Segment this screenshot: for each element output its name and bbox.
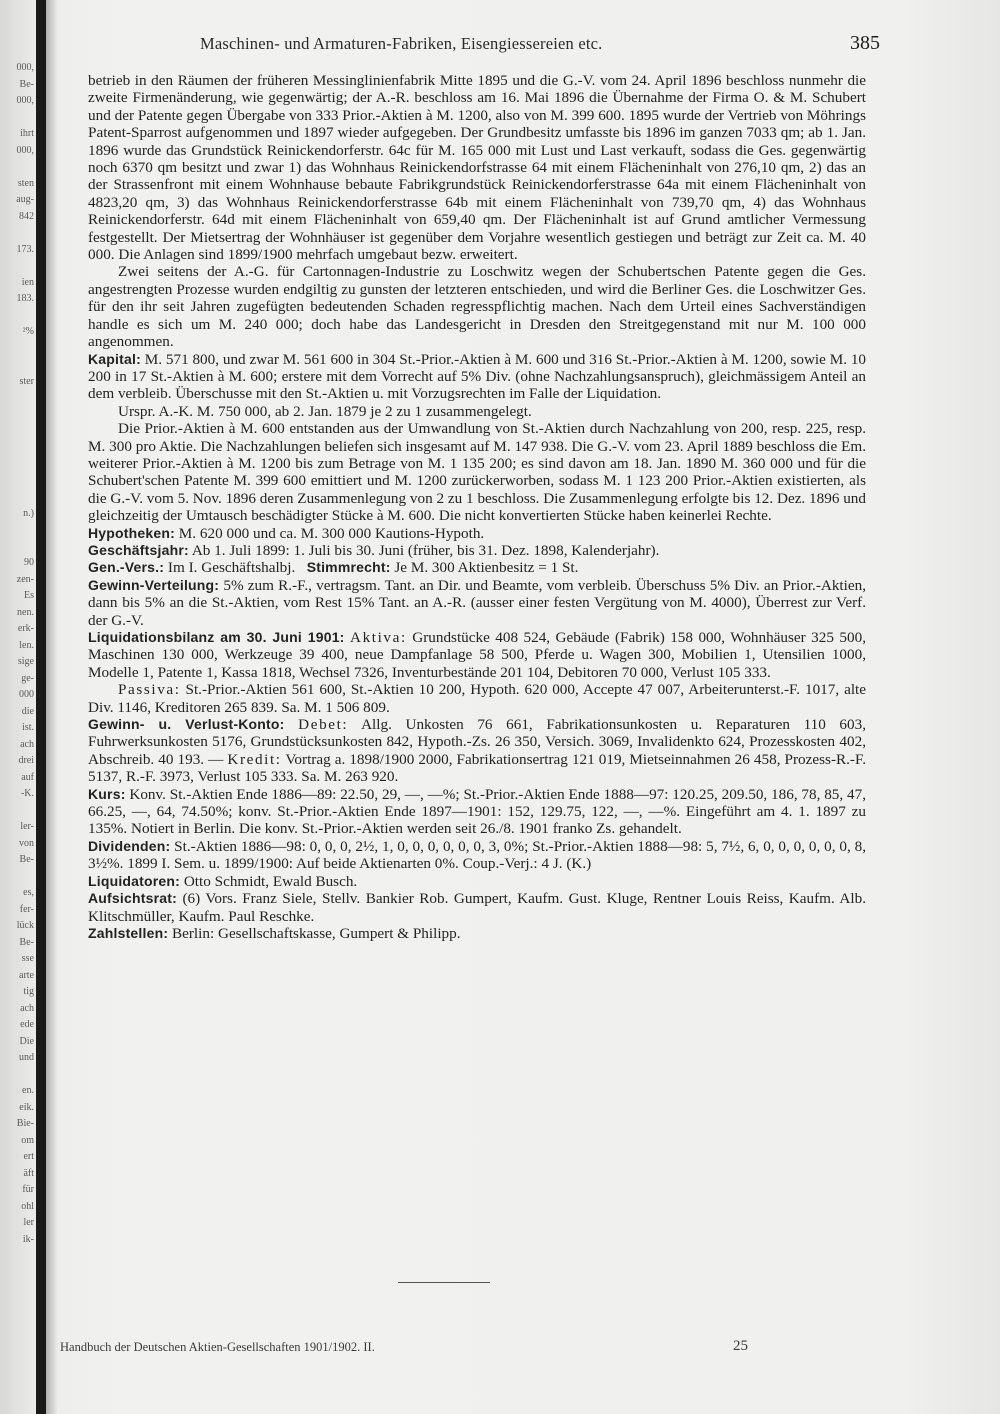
margin-fragment: 842	[19, 210, 34, 222]
label-zahlstellen: Zahlstellen:	[88, 924, 169, 941]
label-aufsichtsrat: Aufsichtsrat:	[88, 890, 177, 907]
margin-fragment: aug-	[16, 194, 34, 205]
margin-fragment	[0, 390, 36, 407]
section-gewinn-verteilung	[88, 577, 866, 629]
text-passiva: St.-Prior.-Aktien 561 600, St.-Aktien 10 200, Hypoth. 620 000, Accepte 47 007, Arbeiterunterst.-F. 1017, alte Div. 1146, Kreditoren 265 839. Sa. M. 1 506 809.	[88, 681, 867, 716]
margin-fragment: 173.	[16, 243, 34, 255]
margin-fragment: ²%	[22, 326, 34, 337]
margin-fragment: ler-	[20, 821, 34, 832]
margin-fragment: für	[22, 1184, 34, 1195]
text-kapital: M. 571 800, und zwar M. 561 600 in 304 St.-Prior.-Aktien à M. 600 und 316 St.-Prior.-Aktien à M. 1200, sowie M. 10 200 in 17 St.-Aktien à M. 600; erstere mit dem Vorrecht auf 5% Div. (ohne Nachzahlungsanspruch), gleichmässigem Anteil an dem verbleib. Überschusse mit den St.-Aktien u. mit Vorzugsrechten im Falle der Liquidation.	[88, 350, 867, 403]
label-liquidatoren: Liquidatoren:	[88, 872, 181, 889]
text-debet: Allg. Unkosten 76 661, Fabrikationsunkosten u. Reparaturen 110 603, Fuhrwerksunkosten 5176, Grundstücksunkosten 842, Hypoth.-Zs. 26 350, Versich. 3069, Invalidenkto 624, Prozesskosten 402, Abschreib. 40 193. —	[88, 716, 866, 768]
margin-fragment	[0, 869, 36, 886]
label-kapital: Kapital:	[88, 350, 141, 367]
margin-fragment: Bie-	[16, 1118, 34, 1129]
text-hypotheken: M. 620 000 und ca. M. 300 000 Kautions-Hypoth.	[178, 524, 485, 542]
margin-fragment: ach	[20, 738, 34, 750]
section-dividenden	[88, 838, 866, 873]
margin-fragment	[0, 225, 36, 242]
margin-fragment: len.	[19, 639, 34, 651]
margin-fragment: drei	[18, 755, 34, 766]
section-gewinn-verlust	[88, 716, 866, 786]
margin-fragment: ien	[21, 276, 34, 288]
article-body	[88, 72, 866, 942]
margin-fragment: und	[19, 1052, 34, 1063]
margin-fragment	[0, 440, 36, 457]
margin-fragment: tig	[23, 986, 34, 997]
paragraph-lawsuit: Zwei seitens der A.-G. für Cartonnagen-Industrie zu Loschwitz wegen der Schubertschen Patente gegen die Ges. angestrengten Prozesse wurden endgiltig zu gunsten der letzteren entschieden, und wird die Berliner Ges. die Loschwitzer Ges. für den ihr seit Jahren zugefügten bedeutenden Schaden regresspflichtig machen. Nach dem Urteil eines Sachverständigen handle es sich um M. 240 000; doch habe das Landesgericht in Dresden den Streitgegenstand mit nur M. 100 000 angenommen.	[88, 263, 866, 351]
section-gen-vers	[88, 559, 866, 576]
section-aufsichtsrat	[88, 890, 866, 925]
margin-fragment: ist.	[22, 722, 34, 733]
footer-title: Handbuch der Deutschen Aktien-Gesellschaften 1901/1902. II.	[60, 1340, 375, 1354]
margin-fragment: ster	[19, 375, 34, 387]
margin-fragment: -K.	[20, 788, 34, 799]
binding-edge	[36, 0, 46, 1414]
label-kredit: Kredit:	[227, 750, 282, 768]
margin-fragment: ohl	[21, 1200, 34, 1212]
text-aufsichtsrat: (6) Vors. Franz Siele, Stellv. Bankier Rob. Gumpert, Kaufm. Gust. Kluge, Rentner Louis Reiss, Kaufm. Alb. Klitschmüller, Kaufm. Paul Reschke.	[88, 890, 867, 925]
text-gen-vers: Im I. Geschäftshalbj.	[167, 559, 296, 577]
label-dividenden: Dividenden:	[88, 837, 171, 854]
margin-fragment: nen.	[17, 606, 34, 618]
label-liquidationsbilanz: Liquidationsbilanz am 30. Juni 1901:	[88, 629, 345, 645]
margin-fragment: sige	[17, 656, 34, 667]
margin-fragment: sse	[21, 953, 34, 964]
label-gewinn-verlust: Gewinn- u. Verlust-Konto:	[88, 716, 285, 733]
margin-fragment	[0, 341, 36, 358]
label-gewinn-verteilung: Gewinn-Verteilung:	[88, 576, 220, 593]
section-liquidatoren	[88, 873, 866, 890]
page-number: 385	[850, 32, 880, 54]
margin-fragment: auf	[21, 771, 34, 783]
label-aktiva: Aktiva:	[350, 629, 407, 646]
margin-fragment	[0, 539, 36, 556]
margin-fragment: om	[21, 1134, 34, 1146]
margin-fragment: n.)	[23, 507, 34, 519]
margin-fragment	[0, 522, 36, 539]
margin-fragment: fer-	[19, 903, 34, 915]
margin-fragment: ert	[23, 1151, 34, 1162]
margin-fragment: ler	[23, 1217, 34, 1228]
section-zahlstellen	[88, 925, 866, 942]
margin-fragment	[0, 159, 36, 176]
margin-fragment: 90	[24, 557, 34, 568]
footer-signature: 25	[733, 1338, 748, 1354]
section-kapital	[88, 351, 866, 403]
margin-fragment: ede	[20, 1019, 34, 1030]
label-stimmrecht: Stimmrecht:	[306, 559, 391, 576]
margin-fragment: 000,	[16, 62, 34, 73]
margin-fragment: ge-	[21, 672, 34, 684]
closing-rule	[398, 1282, 490, 1283]
margin-fragment	[0, 423, 36, 440]
section-kurs	[88, 786, 866, 838]
margin-fragment: ik-	[22, 1233, 34, 1245]
section-hypotheken	[88, 525, 866, 542]
margin-fragment	[0, 407, 36, 424]
text-aktiva: Grundstücke 408 524, Gebäude (Fabrik) 158 000, Wohnhäuser 325 500, Maschinen 130 000, Werkzeuge 39 400, neue Dampfanlage 58 500, Pferde u. Wagen 300, Mobilien 1, Utensilien 1000, Modelle 1, Patente 1, Kassa 1818, Wechsel 7326, Inventurbestände 201 104, Debitoren 70 000, Verlust 105 333.	[88, 629, 866, 681]
text-kurs: Konv. St.-Aktien Ende 1886—89: 22.50, 29, —, —%; St.-Prior.-Aktien Ende 1888—97: 120.25, 209.50, 186, 78, 85, 47, 66.25, —, 64, 74.50%; konv. St.-Prior.-Aktien Ende 1897—1901: 152, 129.75, 122, —, —%. Eingeführt am 4. 1. 1897 zu 135%. Notiert in Berlin. Die konv. St.-Prior.-Aktien werden seit 26./8. 1901 franko Zs. gehandelt.	[88, 785, 866, 838]
text-gewinn-verteilung: 5% zum R.-F., vertragsm. Tant. an Dir. und Beamte, vom verbleib. Überschuss 5% Div. an Prior.-Aktien, dann bis 5% an die St.-Aktien, vom Rest 15% Tant. an A.-R. (ausser einer festen Vergütung von M. 4000), Überrest zur Verf. der G.-V.	[88, 576, 867, 629]
paragraph-prior: Die Prior.-Aktien à M. 600 entstanden aus der Umwandlung von St.-Aktien durch Nachzahlung von 200, resp. 225, resp. M. 300 pro Aktie. Die Nachzahlungen beliefen sich insgesamt auf M. 147 938. Die G.-V. vom 23. April 1889 beschloss die Em. weiterer Prior.-Aktien à M. 1200 bis zum Betrage von M. 1 135 200; es sind davon am 18. Jan. 1890 M. 360 000 und für die Schubert'schen Patente M. 399 600 emittiert und M. 1200 zurückerworben, sodass M. 1 123 200 Prior.-Aktien existierten, als die G.-V. vom 5. Nov. 1896 deren Zusammenlegung von 2 zu 1 beschloss. Die Zusammenlegung erfolgte bis 12. Dez. 1896 und gleichzeitig der Umtausch beschädigter Stücke à M. 600. Die nicht konvertierten Stücke haben keinerlei Rechte.	[88, 420, 866, 525]
margin-fragment	[0, 803, 36, 820]
margin-fragment: 183.	[16, 293, 34, 304]
margin-fragment: Be-	[19, 854, 34, 865]
margin-fragment: 000,	[16, 144, 34, 156]
section-geschaeftsjahr	[88, 542, 866, 559]
margin-fragment	[0, 308, 36, 325]
label-debet: Debet:	[298, 716, 349, 734]
margin-fragment: äft	[23, 1167, 34, 1179]
margin-fragment: Es	[24, 590, 34, 601]
margin-fragment: die	[21, 705, 34, 717]
margin-fragment: Be-	[19, 78, 34, 90]
section-passiva	[88, 681, 866, 716]
margin-fragment: Be-	[19, 936, 34, 948]
margin-fragment: zen-	[16, 573, 34, 585]
section-liquidationsbilanz	[88, 629, 866, 681]
text-liquidatoren: Otto Schmidt, Ewald Busch.	[183, 872, 358, 890]
margin-fragment: 000,	[16, 95, 34, 106]
margin-fragment: arte	[19, 969, 34, 981]
label-kurs: Kurs:	[88, 785, 126, 802]
margin-fragment: en.	[22, 1085, 34, 1096]
margin-fragment: Die	[19, 1035, 34, 1047]
margin-fragment: 000	[19, 689, 34, 700]
margin-fragment: erk-	[17, 623, 34, 634]
margin-fragment	[0, 473, 36, 490]
margin-fragment: ach	[20, 1002, 34, 1014]
text-dividenden: St.-Aktien 1886—98: 0, 0, 0, 2½, 1, 0, 0, 0, 0, 0, 0, 3, 0%; St.-Prior.-Aktien 1888—98: 5, 7½, 6, 0, 0, 0, 0, 0, 0, 8, 3½%. 1899 I. Sem. u. 1899/1900: Auf beide Aktienarten 0%. Coup.-Verj.: 4 J. (K.)	[88, 837, 866, 873]
text-zahlstellen: Berlin: Gesellschaftskasse, Gumpert & Philipp.	[172, 924, 461, 942]
label-hypotheken: Hypotheken:	[88, 524, 175, 541]
label-gen-vers: Gen.-Vers.:	[88, 559, 165, 576]
margin-fragment: eik.	[19, 1101, 34, 1113]
margin-fragment: von	[19, 837, 34, 849]
margin-fragment: es,	[23, 887, 34, 898]
header-title: Maschinen- und Armaturen-Fabriken, Eisengiessereien etc.	[200, 34, 603, 53]
binding-shadow	[46, 0, 58, 1414]
margin-fragment	[0, 489, 36, 506]
text-kredit: Vortrag a. 1898/1900 2000, Fabrikationsertrag 121 019, Mietseinnahmen 26 458, Prozess-R.-F. 5137, R.-F. 3973, Verlust 105 333. Sa. M. 263 920.	[88, 750, 867, 786]
margin-fragment	[0, 1067, 36, 1084]
margin-fragment	[0, 110, 36, 127]
text-geschaeftsjahr: Ab 1. Juli 1899: 1. Juli bis 30. Juni (früher, bis 31. Dez. 1898, Kalenderjahr).	[191, 541, 660, 559]
running-header	[90, 30, 880, 60]
text-stimmrecht: Je M. 300 Aktienbesitz = 1 St.	[394, 559, 579, 577]
label-passiva: Passiva:	[118, 681, 181, 699]
margin-fragment	[0, 357, 36, 374]
margin-fragment: lück	[16, 920, 34, 931]
margin-fragment	[0, 456, 36, 473]
label-geschaeftsjahr: Geschäftsjahr:	[88, 541, 189, 558]
paragraph-urspr: Urspr. A.-K. M. 750 000, ab 2. Jan. 1879 je 2 zu 1 zusammengelegt.	[118, 402, 532, 420]
margin-fragment: ihrt	[20, 128, 34, 139]
paragraph-history: betrieb in den Räumen der früheren Messinglinienfabrik Mitte 1895 und die G.-V. vom 24. April 1896 beschloss nunmehr die zweite Firmenänderung, wie gegenwärtig; der A.-R. beschloss am 16. Mai 1896 die Übernahme der Firma O. & M. Schubert und der Patente gegen Übergabe von 333 Prior.-Aktien à M. 1200, also von M. 399 600. 1895 wurde der Vertrieb von Möhrings Patent-Sparrost aufgenommen und 1897 wieder aufgegeben. Der Grundbesitz umfasste bis 1896 im ganzen 7033 qm; ab 1. Jan. 1896 wurde das Grundstück Reinickendorferstr. 64c für M. 165 000 mit Lust und Last verkauft, sodass die Ges. gegenwärtig noch 6370 qm besitzt und zwar 1) das Wohnhaus Reinickendorfstrasse 64 mit einem Flächeninhalt von 276,10 qm, 2) das an der Strassenfront mit einem Wohnhause bebaute Fabrikgrundstück Reinickendorferstrasse 64a mit einem Flächeninhalt von 4823,20 qm, 3) das Wohnhaus Reinickendorferstrasse 64b mit einem Flächeninhalt von 739,70 qm, 4) das Wohnhaus Reinickendorferstr. 64d mit einem Flächeninhalt von 659,40 qm. Der Flächeninhalt ist auf Grund amtlicher Vermessung festgestellt. Der Mietsertrag der Wohnhäuser ist gegenüber dem Vorjahre wesentlich gestiegen und beträgt zur Zeit ca. M. 40 000. Die Anlagen sind 1899/1900 mehrfach umgebaut bezw. erweitert.	[88, 72, 866, 264]
margin-fragment: sten	[17, 177, 34, 189]
margin-fragment	[0, 258, 36, 275]
adjacent-page-margin	[0, 60, 36, 1360]
